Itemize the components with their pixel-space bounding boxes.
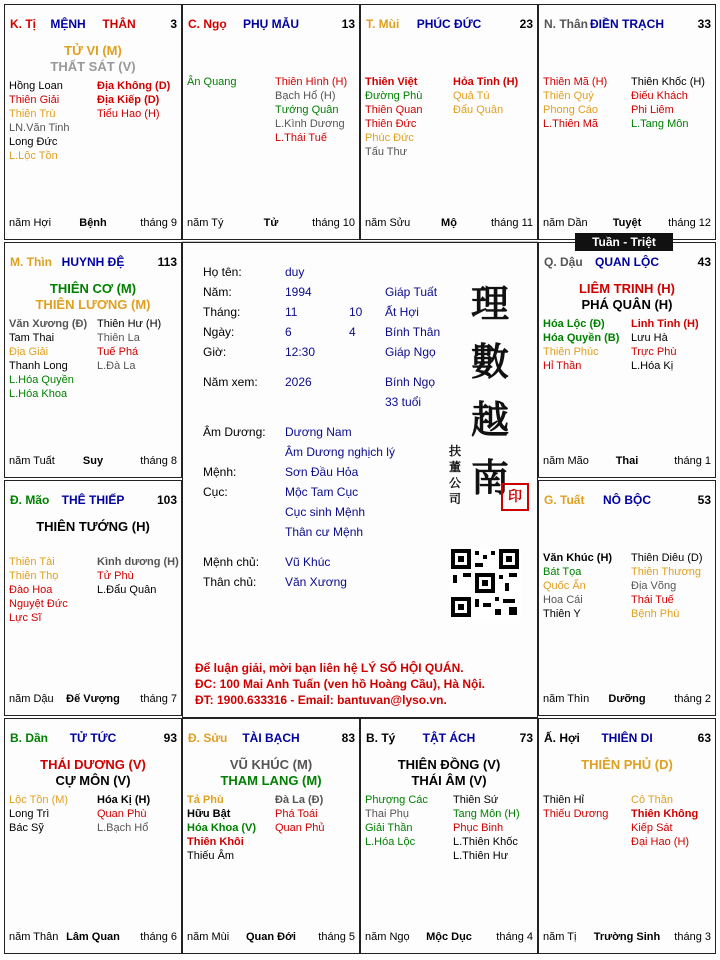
palace-month: tháng 2 — [674, 693, 711, 705]
minor-star: Thiên Diêu (D) — [631, 552, 703, 564]
minor-star: Tử Phù — [97, 570, 134, 582]
palace-stage: Lâm Quan — [66, 931, 120, 943]
main-stars — [539, 281, 715, 313]
palace-branch: N. Thân — [544, 17, 588, 31]
minor-star: Lực Sĩ — [9, 612, 42, 624]
palace-name: TỬ TỨC — [69, 731, 117, 745]
palace-month: tháng 8 — [140, 455, 177, 467]
value-ngay-can: Bính Thân — [385, 325, 441, 339]
palace-stage: Bệnh — [79, 217, 107, 229]
minor-star: Phúc Đức — [365, 132, 414, 144]
minor-stars-left — [543, 551, 612, 621]
minor-stars-left — [187, 793, 256, 863]
palace-branch: Đ. Mão — [10, 493, 50, 507]
minor-star: L.Bạch Hổ — [97, 822, 149, 834]
palace-month: tháng 11 — [490, 217, 533, 229]
minor-star: Đại Hao (H) — [631, 836, 690, 848]
palace-year: năm Thân — [9, 931, 59, 943]
main-star: THÁI ÂM (V) — [411, 773, 487, 788]
palace-header — [539, 719, 715, 745]
palace-name: ĐIỀN TRẠCH — [590, 17, 664, 31]
minor-star: L.Hóa Quyền — [9, 374, 74, 386]
main-star: THÁI DƯƠNG (V) — [40, 757, 146, 772]
minor-stars-left — [543, 317, 619, 373]
palace-stage: Mộ — [441, 217, 457, 229]
palace-header — [361, 5, 537, 31]
minor-stars-left — [543, 75, 607, 131]
palace-name-secondary: THÂN — [102, 17, 136, 31]
minor-star: Đào Hoa — [9, 584, 53, 596]
minor-star: Hóa Khoa (V) — [187, 822, 257, 834]
minor-star: Phục Binh — [453, 822, 504, 834]
minor-star: Điếu Khách — [631, 90, 688, 102]
minor-star: Thiên Giải — [9, 94, 60, 106]
minor-star: Thái Tuế — [631, 594, 674, 606]
palace-year: năm Tuất — [9, 455, 55, 467]
calligraphy-char-2: 數 — [471, 339, 510, 384]
palace-hoi — [538, 718, 716, 954]
main-star: THAM LANG (M) — [220, 773, 322, 788]
minor-star: Địa Kiếp (D) — [97, 94, 160, 106]
palace-branch: K. Tị — [10, 17, 36, 31]
palace-age: 3 — [170, 17, 177, 31]
palace-stage: Thai — [615, 455, 639, 467]
minor-stars-left — [9, 793, 68, 835]
minor-star: Tam Thai — [9, 332, 55, 344]
palace-name: TẬT ÁCH — [422, 731, 476, 745]
minor-star: Phong Cáo — [543, 104, 599, 116]
minor-star: Đường Phù — [365, 90, 423, 102]
minor-stars-right — [97, 79, 170, 121]
minor-star: Lộc Tồn (M) — [9, 794, 69, 806]
palace-month: tháng 6 — [140, 931, 177, 943]
value-ngay: 6 — [285, 325, 292, 339]
palace-branch: C. Ngọ — [188, 17, 227, 31]
palace-age: 43 — [697, 255, 711, 269]
minor-star: Ân Quang — [187, 76, 237, 88]
label-gio: Giờ: — [203, 345, 227, 359]
palace-header — [5, 5, 181, 31]
value-menh: Sơn Đầu Hỏa — [285, 465, 359, 479]
minor-star: Kiếp Sát — [631, 822, 673, 834]
palace-stage: Mộc Dục — [426, 931, 472, 943]
value-cuc-1: Mộc Tam Cục — [285, 485, 359, 499]
palace-name — [5, 17, 181, 31]
palace-stage: Tử — [263, 217, 279, 229]
value-am-duong-1: Dương Nam — [285, 425, 352, 439]
minor-star: L.Thiên Mã — [543, 118, 599, 130]
palace-footer — [5, 693, 181, 707]
minor-star: Thiên Việt — [365, 76, 418, 88]
minor-star: Thiên Hỉ — [543, 794, 584, 806]
minor-star: L.Kình Dương — [275, 118, 345, 130]
minor-star: Đẩu Quân — [453, 104, 504, 116]
minor-star: Hóa Kị (H) — [97, 794, 151, 806]
minor-star: Hóa Quyền (B) — [543, 332, 620, 344]
palace-month: tháng 12 — [668, 217, 711, 229]
palace-name: HUYNH ĐỆ — [61, 255, 125, 269]
palace-branch: Ấ. Hợi — [544, 731, 580, 745]
palace-header — [183, 5, 359, 31]
minor-star: Tang Môn (H) — [453, 808, 520, 820]
label-am-duong: Âm Dương: — [203, 425, 266, 439]
value-than-chu: Văn Xương — [285, 575, 347, 589]
value-am-duong-2: Âm Dương nghịch lý — [285, 445, 395, 459]
minor-stars-right — [275, 793, 325, 835]
minor-star: Tả Phù — [187, 794, 224, 806]
minor-star: Tướng Quân — [275, 104, 339, 116]
palace-age: 93 — [163, 731, 177, 745]
minor-stars-right — [275, 75, 347, 145]
palace-footer — [539, 455, 715, 469]
minor-star: Thiên Hình (H) — [275, 76, 348, 88]
palace-month: tháng 3 — [674, 931, 711, 943]
minor-star: Thiên Phúc — [543, 346, 599, 358]
minor-star: Hoa Cái — [543, 594, 583, 606]
minor-stars-left — [9, 79, 70, 163]
contact-line-1: Để luận giải, mời bạn liên hệ LÝ SỐ HỘI QUÁN. — [195, 661, 464, 675]
label-cuc: Cục: — [203, 485, 228, 499]
palace-year: năm Mùi — [187, 931, 230, 943]
minor-star: L.Đẩu Quân — [97, 584, 157, 596]
minor-star: Đà La (Đ) — [275, 794, 324, 806]
palace-header — [183, 719, 359, 745]
contact-line-3: ĐT: 1900.633316 - Email: bantuvan@lyso.vn. — [195, 693, 447, 707]
minor-stars-right — [631, 793, 698, 849]
calligraphy-char-3: 越 — [471, 397, 510, 442]
palace-month: tháng 9 — [140, 217, 177, 229]
palace-footer — [5, 931, 181, 945]
main-star: THIÊN LƯƠNG (M) — [35, 297, 151, 312]
main-star: LIÊM TRINH (H) — [578, 281, 676, 296]
minor-stars-right — [97, 793, 150, 835]
palace-branch: M. Thìn — [10, 255, 52, 269]
minor-stars-left — [187, 75, 237, 89]
palace-footer — [539, 217, 715, 231]
main-star: THIÊN TƯỚNG (H) — [36, 519, 150, 534]
palace-name: THÊ THIẾP — [61, 493, 125, 507]
minor-star: Thiên Khốc (H) — [631, 76, 705, 88]
palace-age: 63 — [697, 731, 711, 745]
main-stars — [361, 757, 537, 789]
palace-footer — [5, 217, 181, 231]
minor-star: L.Lộc Tồn — [9, 150, 58, 162]
minor-star: Tiểu Hao (H) — [97, 108, 160, 120]
palace-footer — [361, 931, 537, 945]
value-nam-xem-can: Bính Ngọ — [385, 375, 436, 389]
palace-stage: Đế Vượng — [66, 693, 120, 705]
label-thang: Tháng: — [203, 305, 241, 319]
palace-ngo — [182, 4, 360, 240]
palace-branch: G. Tuất — [544, 493, 585, 507]
palace-name: PHÚC ĐỨC — [416, 17, 482, 31]
palace-branch: Đ. Sửu — [188, 731, 228, 745]
value-tuoi: 33 tuổi — [385, 395, 422, 409]
value-nam: 1994 — [285, 285, 312, 299]
minor-star: Giải Thần — [365, 822, 413, 834]
minor-star: Thiên Hư (H) — [97, 318, 162, 330]
minor-star: L.Tang Môn — [631, 118, 689, 130]
minor-star: Bệnh Phù — [631, 608, 680, 620]
palace-year: năm Tý — [187, 217, 224, 229]
palace-name: THIÊN DI — [601, 731, 653, 745]
minor-star: Thiếu Âm — [187, 850, 235, 862]
palace-header — [5, 719, 181, 745]
palace-footer — [183, 217, 359, 231]
minor-stars-left — [365, 75, 422, 159]
minor-star: Thiên Khôi — [187, 836, 244, 848]
minor-stars-right — [631, 551, 703, 621]
palace-ty — [360, 718, 538, 954]
minor-star: Phi Liêm — [631, 104, 674, 116]
value-nam-xem: 2026 — [285, 375, 312, 389]
palace-footer — [539, 931, 715, 945]
palace-name: NÔ BỘC — [603, 493, 651, 507]
value-ngay-am: 4 — [349, 325, 356, 339]
minor-star: Địa Không (D) — [97, 80, 171, 92]
minor-star: Thai Phụ — [365, 808, 410, 820]
palace-branch: Q. Dậu — [544, 255, 583, 269]
minor-star: Quan Phủ — [275, 822, 325, 834]
palace-ti — [4, 4, 182, 240]
palace-than — [538, 4, 716, 240]
palace-year: năm Thìn — [543, 693, 590, 705]
main-stars — [5, 281, 181, 313]
minor-star: Hỉ Thần — [543, 360, 582, 372]
minor-star: Thiên Thương — [631, 566, 702, 578]
main-stars — [5, 519, 181, 535]
calligraphy-char-1: 理 — [471, 281, 510, 326]
minor-star: LN.Văn Tinh — [9, 122, 70, 134]
minor-star: Thiếu Dương — [543, 808, 609, 820]
value-thang-can: Ất Hợi — [385, 305, 419, 319]
label-menh-chu: Mệnh chủ: — [203, 555, 260, 569]
minor-star: Thanh Long — [9, 360, 68, 372]
palace-mui — [360, 4, 538, 240]
value-thang-am: 10 — [349, 305, 363, 319]
info-panel — [182, 242, 538, 718]
minor-star: Lưu Hà — [631, 332, 668, 344]
palace-branch: T. Mùi — [366, 17, 400, 31]
palace-dau — [538, 242, 716, 478]
palace-age: 33 — [697, 17, 711, 31]
palace-stage: Tuyệt — [612, 217, 642, 229]
palace-stage: Quan Đới — [246, 931, 296, 943]
palace-name: QUAN LỘC — [595, 255, 659, 269]
minor-star: Linh Tinh (H) — [631, 318, 699, 330]
minor-star: Địa Giải — [9, 346, 49, 358]
palace-year: năm Ngọ — [365, 931, 410, 943]
palace-tuat — [538, 480, 716, 716]
palace-thin — [4, 242, 182, 478]
minor-stars-right — [631, 75, 705, 131]
minor-star: Địa Võng — [631, 580, 677, 592]
palace-month: tháng 5 — [318, 931, 355, 943]
calligraphy-small: 扶 董 公 司 — [449, 444, 462, 506]
label-than-chu: Thân chủ: — [203, 575, 257, 589]
minor-star: Bạch Hổ (H) — [275, 90, 336, 102]
minor-star: Hồng Loan — [9, 80, 63, 92]
palace-age: 113 — [157, 255, 177, 269]
palace-age: 53 — [697, 493, 711, 507]
main-stars — [5, 43, 181, 75]
label-ho-ten: Họ tên: — [203, 265, 242, 279]
minor-star: Hỏa Tinh (H) — [453, 76, 519, 88]
minor-star: Thiên Quan — [365, 104, 423, 116]
value-menh-chu: Vũ Khúc — [285, 555, 331, 569]
minor-star: Phá Toái — [275, 808, 318, 820]
palace-month: tháng 10 — [312, 217, 355, 229]
minor-star: Nguyệt Đức — [9, 598, 68, 610]
palace-name: PHỤ MẪU — [243, 17, 299, 31]
minor-star: Thiên Quý — [543, 90, 594, 102]
palace-name: TÀI BẠCH — [242, 731, 300, 745]
qr-code-icon — [449, 547, 521, 619]
minor-stars-right — [97, 317, 161, 373]
palace-year: năm Tị — [543, 931, 577, 943]
value-ho-ten: duy — [285, 265, 305, 279]
minor-star: Thiên Tài — [9, 556, 55, 568]
palace-month: tháng 7 — [140, 693, 177, 705]
palace-year: năm Dần — [543, 217, 588, 229]
palace-stage: Suy — [82, 455, 104, 467]
minor-star: Bát Tọa — [543, 566, 582, 578]
palace-age: 83 — [341, 731, 355, 745]
palace-year: năm Mão — [543, 455, 589, 467]
main-star: THIÊN PHỦ (D) — [581, 757, 673, 772]
palace-year: năm Sửu — [365, 217, 411, 229]
minor-star: L.Hóa Khoa — [9, 388, 68, 400]
main-stars — [539, 757, 715, 773]
minor-star: Thiên Thọ — [9, 570, 59, 582]
minor-star: Long Trì — [9, 808, 50, 820]
minor-star: L.Đà La — [97, 360, 136, 372]
minor-star: L.Thái Tuế — [275, 132, 327, 144]
value-cuc-3: Thân cư Mệnh — [285, 525, 364, 539]
minor-star: Bác Sỹ — [9, 822, 44, 834]
main-stars — [5, 757, 181, 789]
calligraphy-char-4: 南 — [471, 455, 510, 500]
value-gio: 12:30 — [285, 345, 316, 359]
palace-age: 23 — [519, 17, 533, 31]
palace-month: tháng 4 — [496, 931, 533, 943]
minor-star: Quan Phù — [97, 808, 147, 820]
palace-branch: B. Tý — [366, 731, 396, 745]
minor-star: Hóa Lộc (Đ) — [543, 318, 605, 330]
label-menh: Mệnh: — [203, 465, 237, 479]
palace-header — [361, 719, 537, 745]
minor-star: Thiên Sứ — [453, 794, 499, 806]
minor-star: Tấu Thư — [365, 146, 408, 158]
minor-star: L.Thiên Hư — [453, 850, 509, 862]
palace-year: năm Hợi — [9, 217, 52, 229]
minor-star: Văn Khúc (H) — [543, 552, 613, 564]
palace-header — [5, 481, 181, 507]
minor-star: Thiên Y — [543, 608, 581, 620]
palace-branch: B. Dần — [10, 731, 49, 745]
minor-star: Thiên Mã (H) — [543, 76, 608, 88]
minor-star: Kình dương (H) — [97, 556, 179, 568]
palace-stage: Trường Sinh — [593, 931, 661, 943]
red-seal: 印 — [501, 483, 529, 511]
palace-age: 13 — [341, 17, 355, 31]
main-star: THIÊN CƠ (M) — [49, 281, 137, 296]
minor-star: L.Hóa Kị — [631, 360, 674, 372]
label-nam-xem: Năm xem: — [203, 375, 258, 389]
palace-age: 73 — [519, 731, 533, 745]
palace-mao — [4, 480, 182, 716]
palace-suu — [182, 718, 360, 954]
palace-month: tháng 1 — [674, 455, 711, 467]
minor-stars-left — [9, 555, 68, 625]
palace-header — [5, 243, 181, 269]
palace-footer — [5, 455, 181, 469]
minor-stars-right — [97, 555, 179, 597]
minor-star: Cô Thần — [631, 794, 673, 806]
main-star: THIÊN ĐỒNG (V) — [397, 757, 501, 772]
palace-name-primary: MỆNH — [50, 17, 86, 31]
main-star: THẤT SÁT (V) — [50, 59, 136, 74]
minor-stars-left — [543, 793, 608, 821]
minor-star: Tuế Phá — [97, 346, 139, 358]
palace-footer — [361, 217, 537, 231]
minor-star: Quả Tú — [453, 90, 490, 102]
palace-footer — [539, 693, 715, 707]
value-nam-can: Giáp Tuất — [385, 285, 438, 299]
main-star: TỬ VI (M) — [64, 43, 122, 58]
minor-star: L.Thiên Khốc — [453, 836, 518, 848]
minor-stars-left — [9, 317, 87, 401]
palace-header — [539, 5, 715, 31]
minor-stars-right — [453, 75, 518, 117]
minor-star: Trực Phù — [631, 346, 677, 358]
minor-star: Long Đức — [9, 136, 58, 148]
palace-age: 103 — [156, 493, 177, 507]
label-ngay: Ngày: — [203, 325, 235, 339]
minor-star: Phượng Các — [365, 794, 428, 806]
palace-dan — [4, 718, 182, 954]
palace-stage: Dưỡng — [608, 693, 646, 705]
minor-star: Thiên Đức — [365, 118, 417, 130]
palace-year: năm Dậu — [9, 693, 54, 705]
tuan-triet-badge: Tuần - Triệt — [575, 233, 673, 251]
minor-stars-left — [365, 793, 428, 849]
main-star: PHÁ QUÂN (H) — [581, 297, 673, 312]
minor-star: Thiên Không — [631, 808, 699, 820]
main-stars — [183, 757, 359, 789]
minor-star: Văn Xương (Đ) — [9, 318, 88, 330]
palace-header — [539, 481, 715, 507]
value-thang: 11 — [285, 305, 298, 319]
minor-star: Thiên Trù — [9, 108, 56, 120]
minor-star: L.Hóa Lộc — [365, 836, 416, 848]
minor-star: Hữu Bật — [187, 808, 231, 820]
minor-stars-right — [453, 793, 520, 863]
value-gio-can: Giáp Ngọ — [385, 345, 436, 359]
value-cuc-2: Cục sinh Mệnh — [285, 505, 366, 519]
label-nam: Năm: — [203, 285, 232, 299]
minor-star: Quốc Ấn — [543, 580, 586, 592]
palace-footer — [183, 931, 359, 945]
minor-star: Thiên La — [97, 332, 140, 344]
main-star: CỰ MÔN (V) — [55, 773, 131, 788]
minor-stars-right — [631, 317, 699, 373]
contact-line-2: ĐC: 100 Mai Anh Tuấn (ven hồ Hoàng Cầu), Hà Nội. — [195, 677, 486, 691]
main-star: VŨ KHÚC (M) — [229, 757, 313, 772]
